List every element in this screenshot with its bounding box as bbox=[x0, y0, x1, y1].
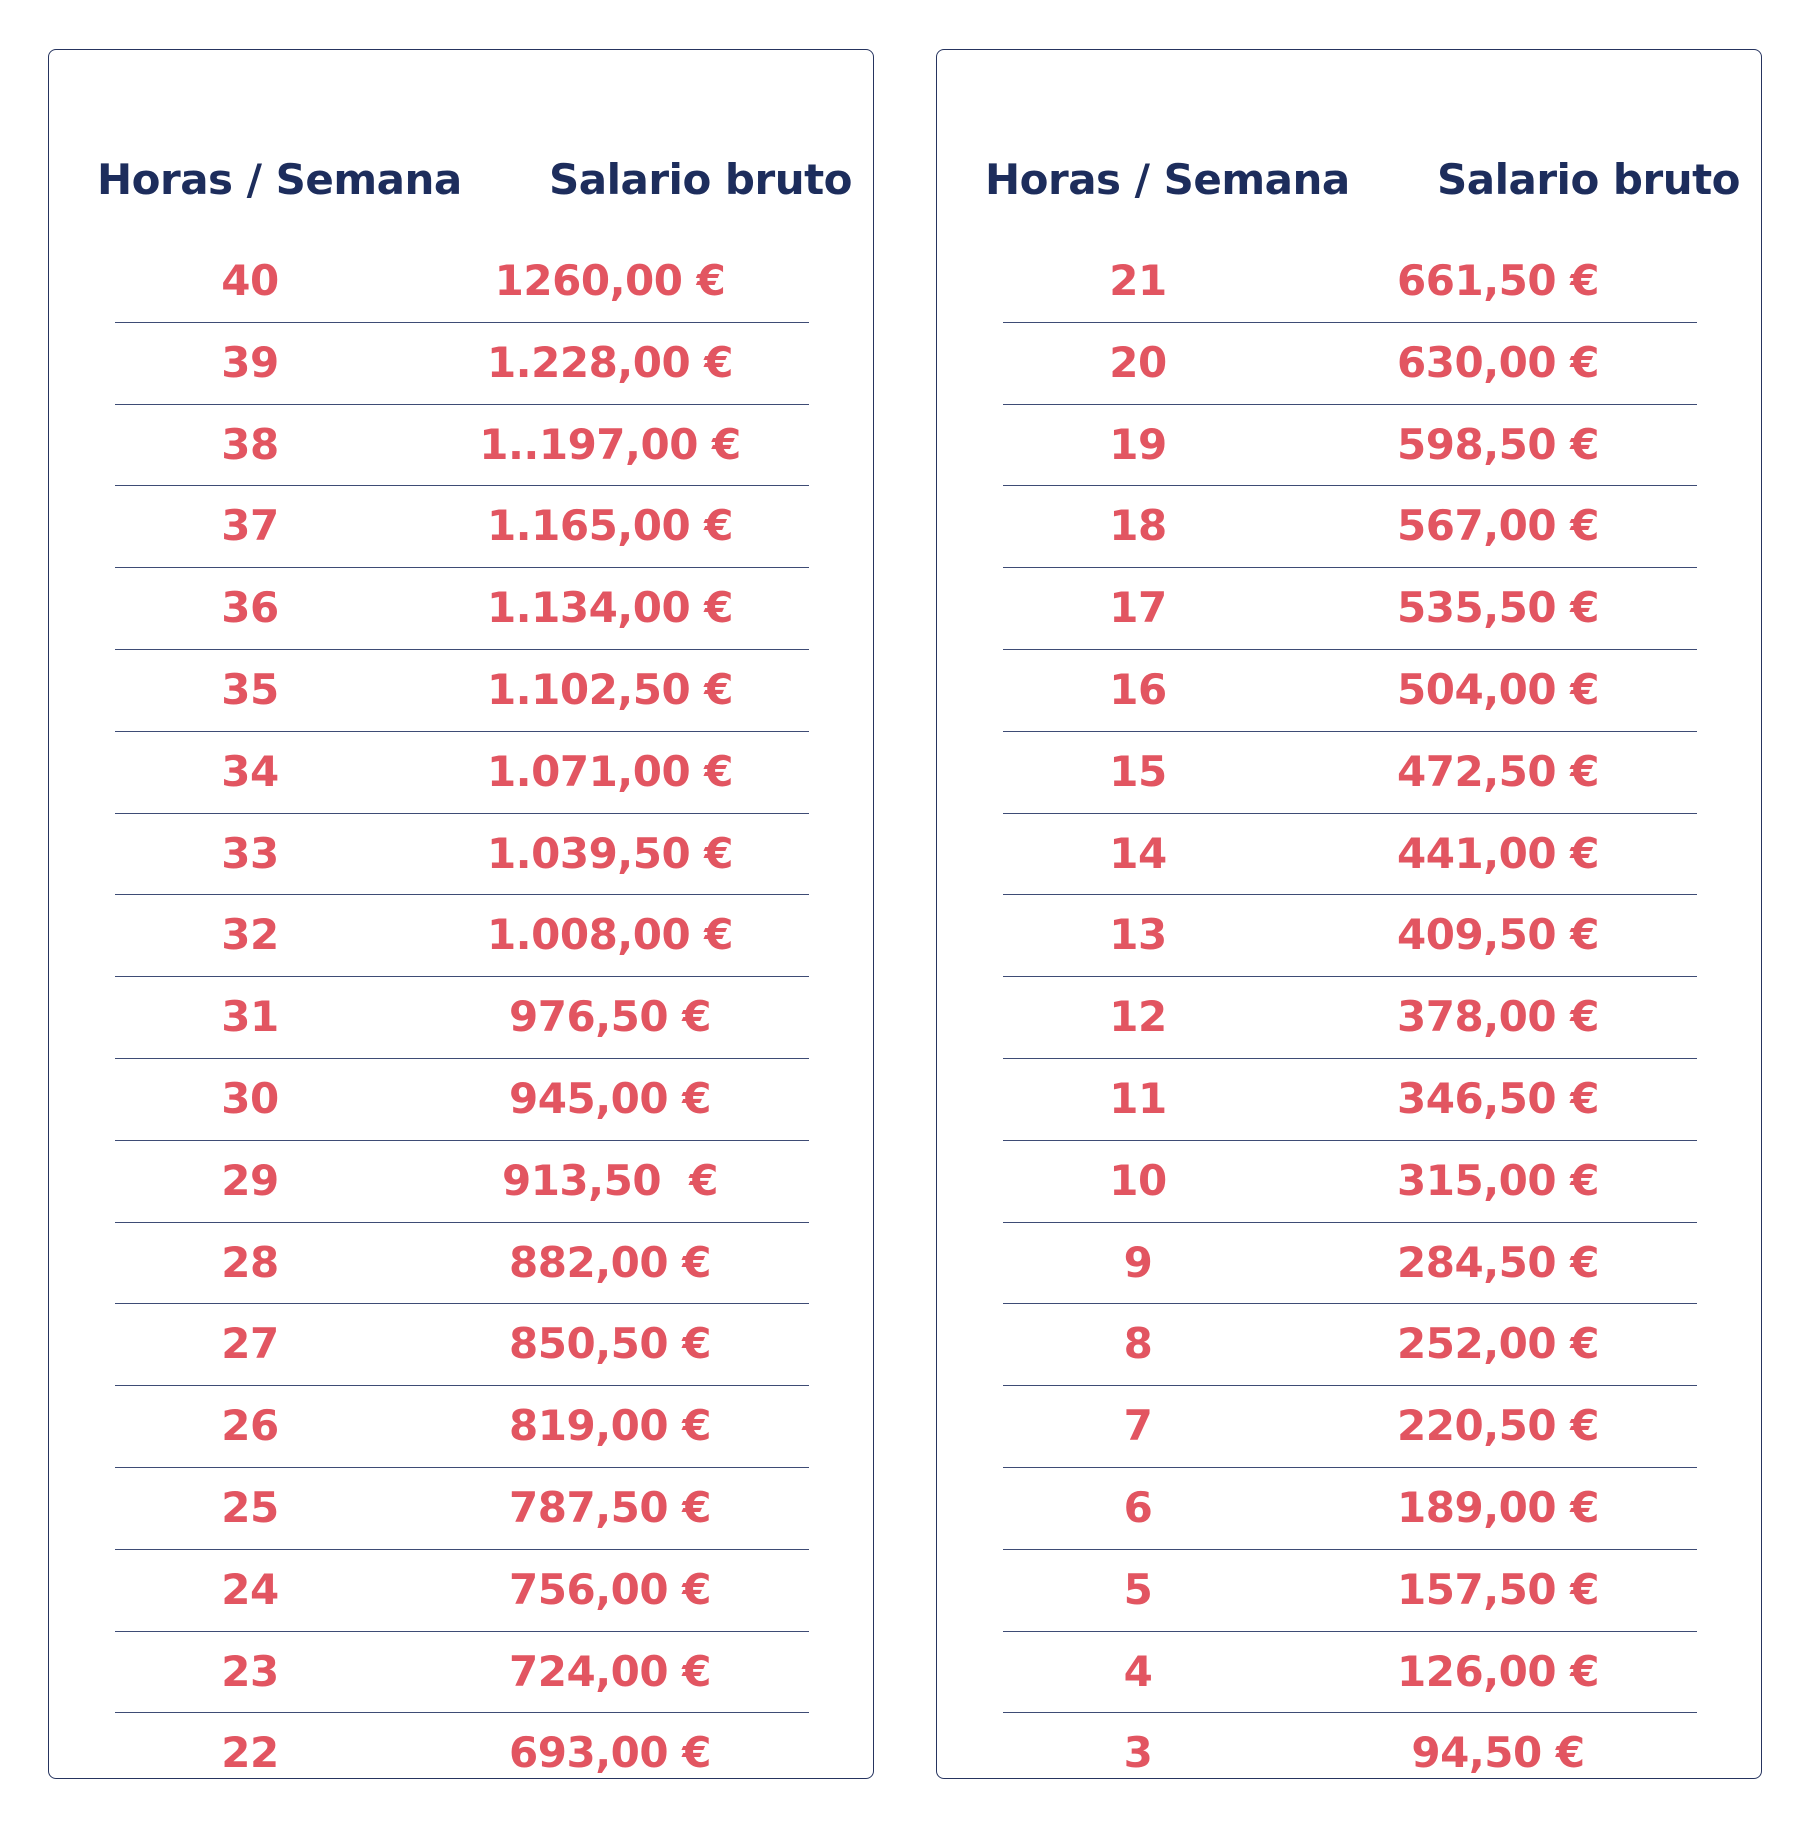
salary-cell: 504,00 € bbox=[1397, 664, 1599, 714]
hours-cell: 22 bbox=[221, 1728, 279, 1778]
salary-cell: 1.102,50 € bbox=[486, 664, 734, 714]
table-row bbox=[115, 1468, 809, 1550]
salary-cell: 945,00 € bbox=[509, 1073, 711, 1123]
header-gross-salary: Salario bruto bbox=[1437, 155, 1741, 204]
salary-cell: 284,50 € bbox=[1397, 1237, 1599, 1287]
salary-cell: 1.008,00 € bbox=[486, 910, 734, 960]
table-row bbox=[1003, 1304, 1697, 1386]
table-row bbox=[115, 1059, 809, 1141]
header-hours-per-week: Horas / Semana bbox=[97, 155, 462, 204]
table-row bbox=[1003, 568, 1697, 650]
salary-cell: 724,00 € bbox=[509, 1646, 711, 1696]
salary-cell: 315,00 € bbox=[1397, 1155, 1599, 1205]
hours-cell: 30 bbox=[221, 1073, 279, 1123]
table-row bbox=[115, 1386, 809, 1468]
table-row bbox=[115, 732, 809, 814]
table-row bbox=[115, 1141, 809, 1223]
table-body bbox=[1003, 241, 1697, 1795]
salary-cell: 598,50 € bbox=[1397, 419, 1599, 469]
salary-cell: 441,00 € bbox=[1397, 828, 1599, 878]
salary-cell: 472,50 € bbox=[1397, 746, 1599, 796]
table-row bbox=[115, 1223, 809, 1305]
table-header bbox=[49, 145, 873, 215]
table-row bbox=[1003, 650, 1697, 732]
table-row bbox=[115, 650, 809, 732]
hours-cell: 5 bbox=[1123, 1564, 1153, 1614]
salary-cell: 378,00 € bbox=[1397, 992, 1599, 1042]
salary-cell: 913,50 € bbox=[501, 1155, 719, 1205]
hours-cell: 11 bbox=[1109, 1073, 1167, 1123]
hours-cell: 7 bbox=[1123, 1401, 1153, 1451]
salary-cell: 1.134,00 € bbox=[486, 583, 734, 633]
table-row bbox=[1003, 1713, 1697, 1795]
table-row bbox=[1003, 1386, 1697, 1468]
hours-cell: 26 bbox=[221, 1401, 279, 1451]
table-row bbox=[115, 241, 809, 323]
salary-cell: 567,00 € bbox=[1397, 501, 1599, 551]
salary-table-right bbox=[936, 49, 1762, 1779]
table-row bbox=[1003, 814, 1697, 896]
salary-cell: 220,50 € bbox=[1397, 1401, 1599, 1451]
table-row bbox=[115, 323, 809, 405]
table-row bbox=[1003, 732, 1697, 814]
salary-cell: 1.165,00 € bbox=[486, 501, 734, 551]
hours-cell: 31 bbox=[221, 992, 279, 1042]
hours-cell: 19 bbox=[1109, 419, 1167, 469]
table-row bbox=[115, 1304, 809, 1386]
hours-cell: 13 bbox=[1109, 910, 1167, 960]
table-row bbox=[115, 1550, 809, 1632]
table-row bbox=[1003, 1141, 1697, 1223]
table-row bbox=[1003, 486, 1697, 568]
hours-cell: 17 bbox=[1109, 583, 1167, 633]
hours-cell: 14 bbox=[1109, 828, 1167, 878]
salary-cell: 756,00 € bbox=[509, 1564, 711, 1614]
hours-cell: 29 bbox=[221, 1155, 279, 1205]
salary-cell: 787,50 € bbox=[509, 1482, 711, 1532]
table-row bbox=[115, 568, 809, 650]
hours-cell: 24 bbox=[221, 1564, 279, 1614]
salary-cell: 346,50 € bbox=[1397, 1073, 1599, 1123]
hours-cell: 28 bbox=[221, 1237, 279, 1287]
header-hours-per-week: Horas / Semana bbox=[985, 155, 1350, 204]
table-row bbox=[1003, 1059, 1697, 1141]
hours-cell: 12 bbox=[1109, 992, 1167, 1042]
salary-cell: 693,00 € bbox=[509, 1728, 711, 1778]
hours-cell: 15 bbox=[1109, 746, 1167, 796]
hours-cell: 33 bbox=[221, 828, 279, 878]
hours-cell: 34 bbox=[221, 746, 279, 796]
hours-cell: 18 bbox=[1109, 501, 1167, 551]
table-row bbox=[115, 1713, 809, 1795]
salary-cell: 1..197,00 € bbox=[479, 419, 741, 469]
salary-cell: 252,00 € bbox=[1397, 1319, 1599, 1369]
hours-cell: 38 bbox=[221, 419, 279, 469]
header-gross-salary: Salario bruto bbox=[549, 155, 853, 204]
hours-cell: 36 bbox=[221, 583, 279, 633]
salary-cell: 535,50 € bbox=[1397, 583, 1599, 633]
table-row bbox=[115, 977, 809, 1059]
table-row bbox=[1003, 1550, 1697, 1632]
salary-cell: 819,00 € bbox=[509, 1401, 711, 1451]
hours-cell: 6 bbox=[1123, 1482, 1153, 1532]
hours-cell: 35 bbox=[221, 664, 279, 714]
salary-table-left bbox=[48, 49, 874, 1779]
salary-cell: 850,50 € bbox=[509, 1319, 711, 1369]
salary-cell: 1.071,00 € bbox=[486, 746, 734, 796]
salary-cell: 882,00 € bbox=[509, 1237, 711, 1287]
table-row bbox=[1003, 241, 1697, 323]
hours-cell: 40 bbox=[221, 256, 279, 305]
hours-cell: 23 bbox=[221, 1646, 279, 1696]
salary-cell: 409,50 € bbox=[1397, 910, 1599, 960]
table-row bbox=[1003, 977, 1697, 1059]
table-row bbox=[115, 895, 809, 977]
salary-cell: 1.039,50 € bbox=[486, 828, 734, 878]
table-row bbox=[1003, 1223, 1697, 1305]
hours-cell: 27 bbox=[221, 1319, 279, 1369]
hours-cell: 25 bbox=[221, 1482, 279, 1532]
table-row bbox=[1003, 895, 1697, 977]
hours-cell: 39 bbox=[221, 337, 279, 387]
hours-cell: 20 bbox=[1109, 337, 1167, 387]
table-row bbox=[1003, 405, 1697, 487]
hours-cell: 3 bbox=[1123, 1728, 1153, 1778]
salary-cell: 157,50 € bbox=[1397, 1564, 1599, 1614]
salary-cell: 630,00 € bbox=[1397, 337, 1599, 387]
salary-cell: 94,50 € bbox=[1411, 1728, 1585, 1778]
table-header bbox=[937, 145, 1761, 215]
hours-cell: 32 bbox=[221, 910, 279, 960]
salary-cell: 1260,00 € bbox=[494, 256, 726, 305]
table-row bbox=[115, 814, 809, 896]
hours-cell: 4 bbox=[1123, 1646, 1153, 1696]
table-row bbox=[115, 405, 809, 487]
hours-cell: 9 bbox=[1123, 1237, 1153, 1287]
table-row bbox=[115, 486, 809, 568]
salary-cell: 976,50 € bbox=[509, 992, 711, 1042]
table-body bbox=[115, 241, 809, 1795]
hours-cell: 21 bbox=[1109, 256, 1167, 305]
salary-cell: 189,00 € bbox=[1397, 1482, 1599, 1532]
salary-cell: 661,50 € bbox=[1397, 256, 1599, 305]
salary-cell: 126,00 € bbox=[1397, 1646, 1599, 1696]
table-row bbox=[1003, 323, 1697, 405]
hours-cell: 37 bbox=[221, 501, 279, 551]
table-row bbox=[115, 1632, 809, 1714]
table-row bbox=[1003, 1468, 1697, 1550]
hours-cell: 10 bbox=[1109, 1155, 1167, 1205]
hours-cell: 16 bbox=[1109, 664, 1167, 714]
salary-cell: 1.228,00 € bbox=[486, 337, 734, 387]
hours-cell: 8 bbox=[1123, 1319, 1153, 1369]
table-row bbox=[1003, 1632, 1697, 1714]
